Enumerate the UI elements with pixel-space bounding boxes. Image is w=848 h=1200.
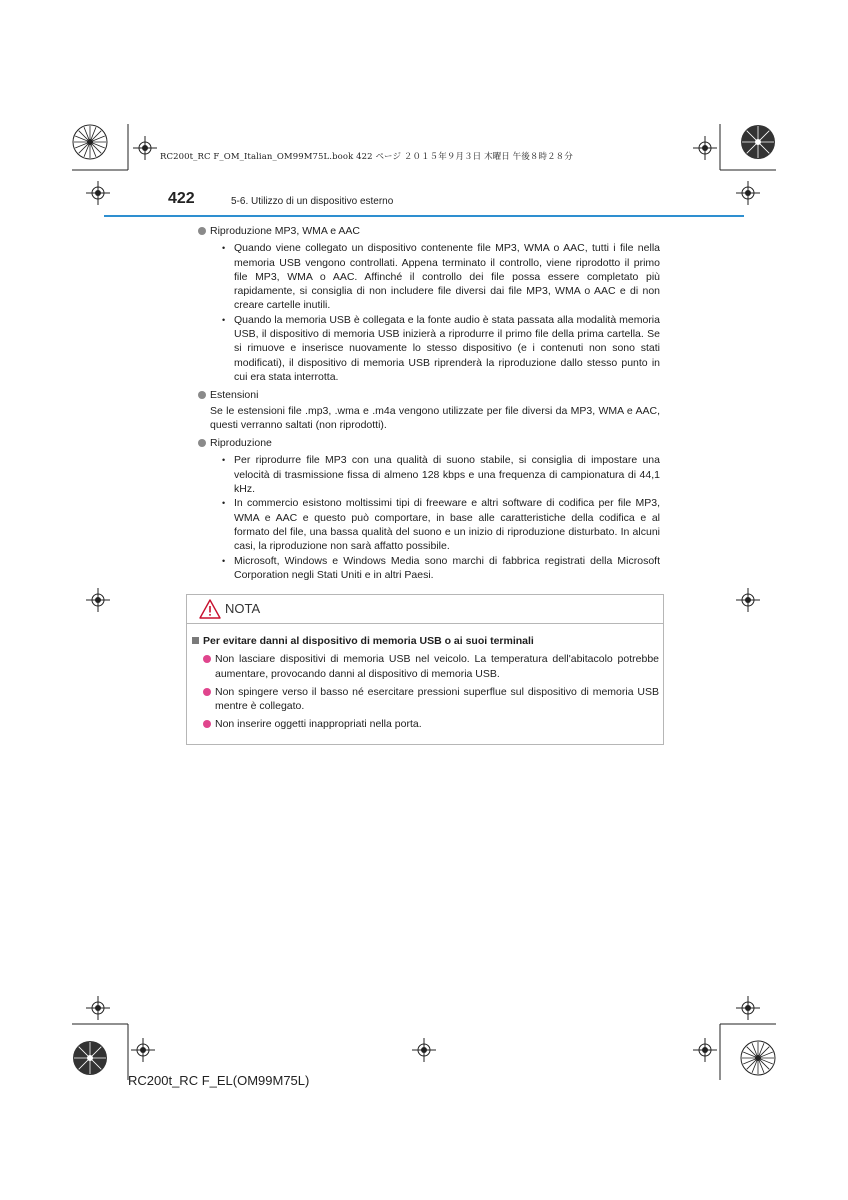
note-header [187,595,663,624]
list-item: • Quando viene collegato un dispositivo contenente file MP3, WMA o AAC, tutti i file nella memoria USB vengono controllati. Appena terminato il controllo, viene riprodotto il primo file MP3, WMA o AAC. Affinché il controllo dei file possa essere completato più rapidamente, si consiglia di non includere file diversi dai file MP3, WMA o AAC e di non creare cartelle inutili. [222,242,660,312]
warning-triangle-icon [199,599,221,619]
pink-dot-icon [203,720,211,728]
grey-dot-icon [198,227,206,235]
grey-dot-icon [198,439,206,447]
topic-playback [198,436,660,582]
bullet-list [210,453,660,582]
main-content [198,224,660,582]
topic-title: Riproduzione MP3, WMA e AAC [210,225,360,237]
topic-paragraph: Se le estensioni file .mp3, .wma e .m4a vengono utilizzate per file diversi da MP3, WMA e AAC, questi verranno saltati (non riprodotti). [210,404,660,431]
registration-mark-icon [131,1038,155,1062]
registration-mark-icon [693,1038,717,1062]
registration-mark-icon [86,996,110,1020]
registration-mark-icon [693,136,717,160]
topic-title: Estensioni [210,389,259,402]
note-body [187,624,663,732]
note-box [186,594,664,745]
list-item: • In commercio esistono moltissimi tipi di freeware e altri software di codifica per file MP3, WMA e AAC e questo può comportare, in base alle caratteristiche della codifica e al formato del file, una bassa qualità del suono e un inizio di riproduzione disturbato. In alcuni casi, la riproduzione non sarà affatto possibile. [222,497,660,553]
starburst-mark-icon [72,124,108,160]
bullet-mark: • [222,243,226,254]
bullet-mark: • [222,455,226,466]
registration-mark-icon [736,996,760,1020]
registration-mark-icon [86,181,110,205]
bullet-mark: • [222,498,226,509]
topic-mp3-playback [198,224,660,384]
pink-dot-icon [203,655,211,663]
list-item: • Quando la memoria USB è collegata e la fonte audio è stata passata alla modalità memoria USB, il dispositivo di memoria USB inizierà a riprodurre il primo file della prima cartella. Se si rimuove e inserisce nuovamente lo stesso dispositivo (e i contenuti non sono stati modificati), il dispositivo di memoria USB riprenderà la riproduzione dallo stesso punto in cui era stata interrotta. [222,313,660,383]
print-header: RC200t_RC F_OM_Italian_OM99M75L.book 422 ページ ２０１５年９月３日 木曜日 午後８時２８分 [160,152,573,162]
note-title: NOTA [225,601,261,616]
list-item: Non inserire oggetti inappropriati nella porta. [191,717,659,731]
page-number: 422 [168,190,195,207]
square-bullet-icon [192,637,199,644]
topic-title: Riproduzione [210,437,272,450]
header-rule [104,215,744,217]
registration-mark-icon [736,588,760,612]
topic-extensions [198,388,660,402]
bullet-list [210,241,660,384]
section-title: 5-6. Utilizzo di un dispositivo esterno [231,196,394,207]
grey-dot-icon [198,391,206,399]
registration-mark-icon [133,136,157,160]
bullet-mark: • [222,314,226,325]
note-subheading: Per evitare danni al dispositivo di memoria USB o ai suoi terminali [191,634,659,648]
bullet-mark: • [222,555,226,566]
pink-dot-icon [203,688,211,696]
registration-mark-icon [412,1038,436,1062]
list-item: Non lasciare dispositivi di memoria USB nel veicolo. La temperatura dell'abitacolo potrebbe aumentare, provocando danni al dispositivo di memoria USB. [191,652,659,681]
registration-mark-icon [736,181,760,205]
list-item: • Microsoft, Windows e Windows Media sono marchi di fabbrica registrati della Microsoft Corporation negli Stati Uniti e in altri Paesi. [222,554,660,581]
list-item: • Per riprodurre file MP3 con una qualità di suono stabile, si consiglia di impostare una velocità di trasmissione fissa di almeno 128 kbps e una frequenza di campionatura di 44,1 kHz. [222,454,660,496]
list-item: Non spingere verso il basso né esercitare pressioni superflue sul dispositivo di memoria USB mentre è collegato. [191,685,659,714]
footer-code: RC200t_RC F_EL(OM99M75L) [128,1073,310,1088]
starburst-mark-icon [72,1040,108,1076]
starburst-mark-icon [740,124,776,160]
registration-mark-icon [86,588,110,612]
starburst-mark-icon [740,1040,776,1076]
